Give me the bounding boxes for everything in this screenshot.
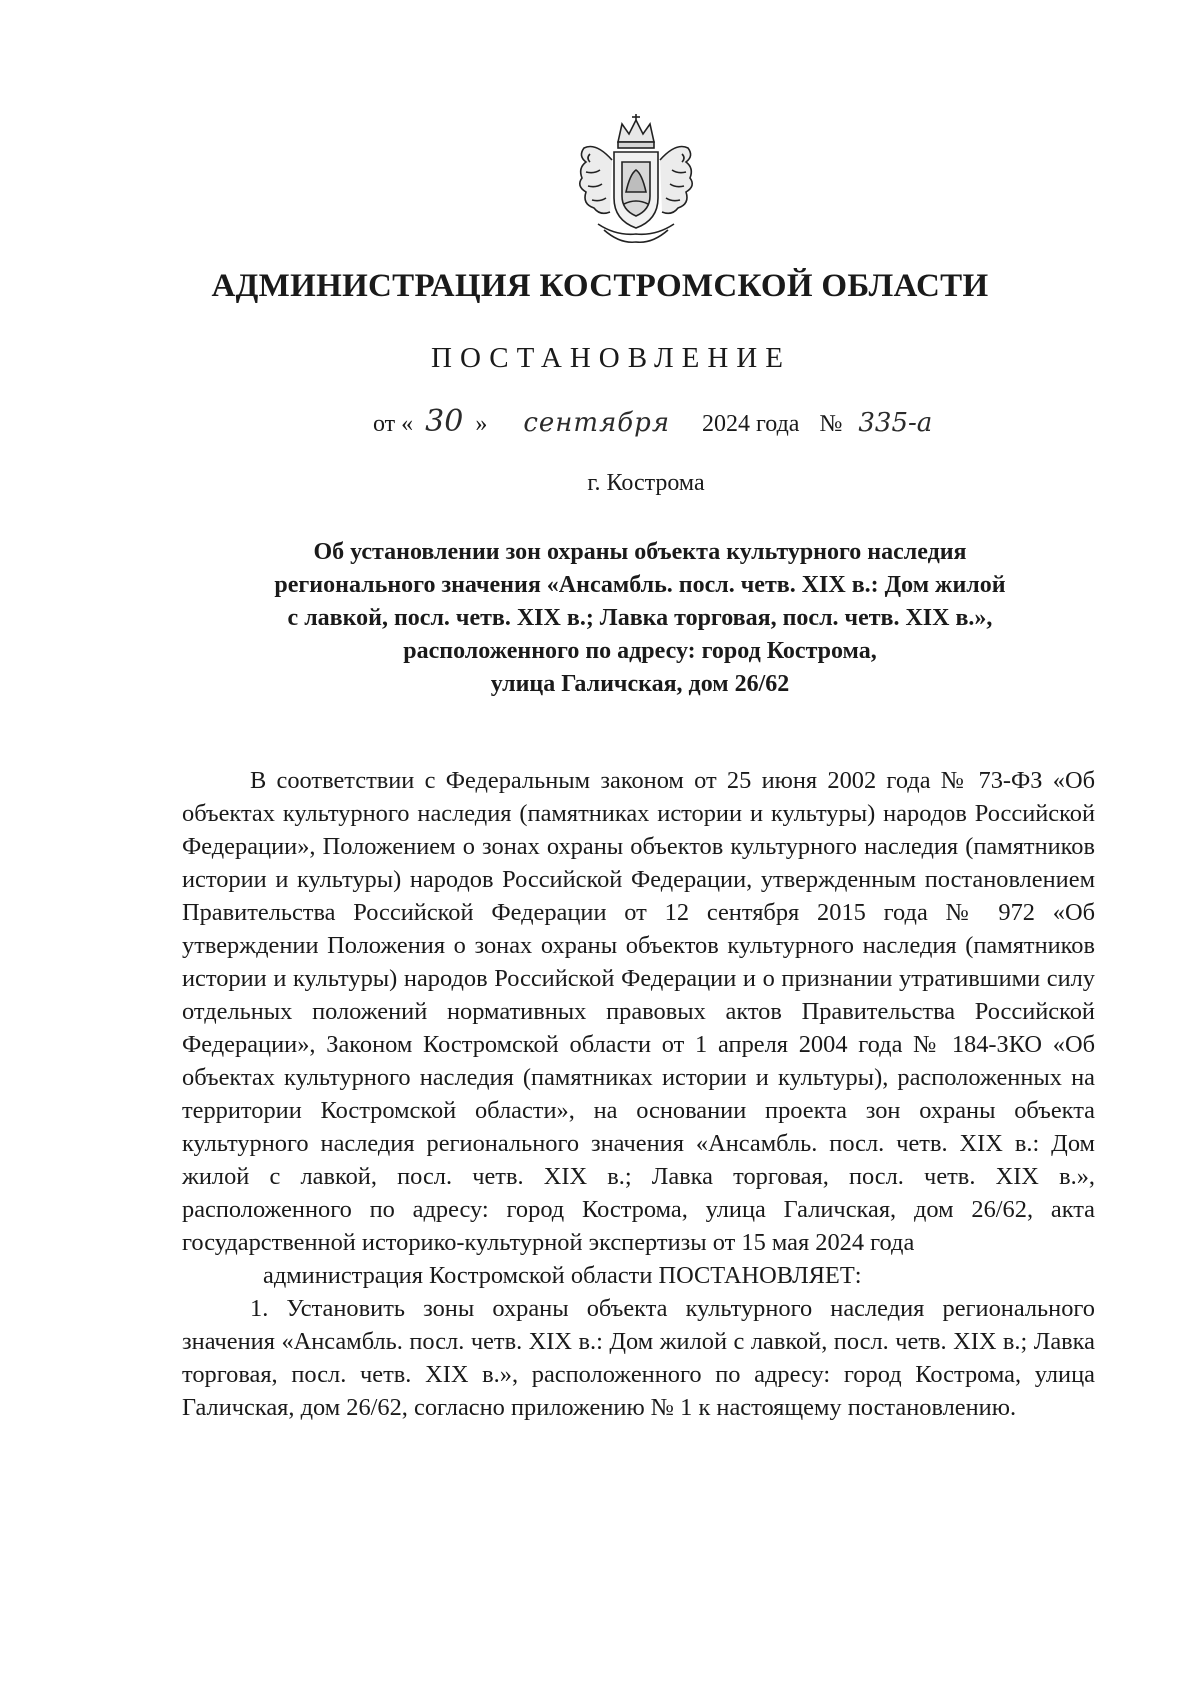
subject-line: регионального значения «Ансамбль. посл. четв. XIX в.: Дом жилой bbox=[274, 572, 1006, 598]
organization-title: АДМИНИСТРАЦИЯ КОСТРОМСКОЙ ОБЛАСТИ bbox=[211, 268, 989, 304]
handwritten-day: 30 bbox=[425, 404, 464, 439]
decree-line: администрация Костромской области ПОСТАНОВЛЯЕТ: bbox=[263, 1262, 862, 1289]
year-text: 2024 года bbox=[702, 411, 800, 437]
preamble-paragraph: В соответствии с Федеральным законом от 25 июня 2002 года № 73-ФЗ «Об объектах культурного наследия (памятниках истории и культуры) народов Российской Федерации», Положением о зонах охраны объектов культурного наследия (памятников истории и культуры) народов Российской Федерации, утвержденным постановлением Правительства Российской Федерации от 12 сентября 2015 года № 972 «Об утверждении Положения о зонах охраны объектов культурного наследия (памятников истории и культуры) народов Российской Федерации и о признании утратившими силу отдельных положений нормативных правовых актов Правительства Российской Федерации», Законом Костромской области от 1 апреля 2004 года № 184-ЗКО «Об объектах культурного наследия (памятниках истории и культуры), расположенных на территории Костромской области», на основании проекта зон охраны объекта культурного наследия регионального значения «Ансамбль. посл. четв. XIX в.: Дом жилой с лавкой, посл. четв. XIX в.; Лавка торговая, посл. четв. XIX в.», расположенного по адресу: город Кострома, улица Галичская, дом 26/62, акта государственной историко-культурной экспертизы от 15 мая 2024 года bbox=[182, 767, 1095, 1256]
date-mid: » bbox=[475, 411, 488, 437]
handwritten-number: 335-а bbox=[858, 408, 933, 438]
document-body bbox=[182, 764, 1095, 1424]
number-sign: № bbox=[819, 411, 843, 437]
subject-line: улица Галичская, дом 26/62 bbox=[490, 671, 790, 697]
document-subject bbox=[190, 536, 1090, 701]
handwritten-month: сентября bbox=[523, 408, 671, 438]
subject-line: расположенного по адресу: город Кострома, bbox=[403, 638, 877, 664]
subject-line: Об установлении зон охраны объекта культурного наследия bbox=[313, 539, 967, 565]
clause-1-paragraph: 1. Установить зоны охраны объекта культурного наследия регионального значения «Ансамбль. посл. четв. XIX в.: Дом жилой с лавкой, посл. четв. XIX в.; Лавка торговая, посл. четв. XIX в.», расположенного по адресу: город Кострома, улица Галичская, дом 26/62, согласно приложению № 1 к настоящему постановлению. bbox=[182, 1295, 1095, 1421]
coat-of-arms-icon bbox=[556, 112, 716, 248]
subject-line: с лавкой, посл. четв. XIX в.; Лавка торговая, посл. четв. XIX в.», bbox=[287, 605, 993, 631]
date-number-line bbox=[373, 404, 932, 439]
date-prefix: от « bbox=[373, 411, 414, 437]
city-line: г. Кострома bbox=[587, 470, 705, 496]
document-type-heading: ПОСТАНОВЛЕНИЕ bbox=[431, 342, 791, 374]
